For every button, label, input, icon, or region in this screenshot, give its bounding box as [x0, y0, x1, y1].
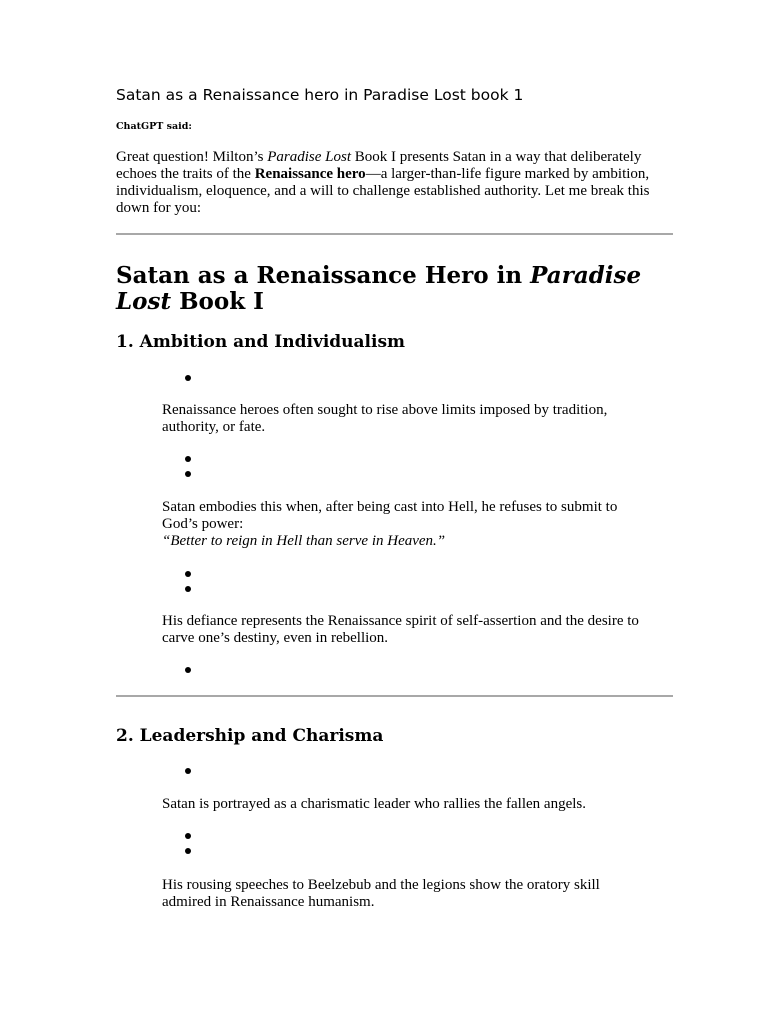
bullet: [185, 768, 191, 774]
bullet: [185, 571, 191, 577]
section-1-paragraph-1: Renaissance heroes often sought to rise above limits imposed by tradition, authority, or fate.: [162, 402, 608, 435]
bullet: [185, 848, 191, 854]
section-1-paragraph-3: His defiance represents the Renaissance spirit of self-assertion and the desire to carve one’s destiny, even in rebellion.: [162, 613, 639, 646]
section-1-paragraph-2-text: Satan embodies this when, after being cast into Hell, he refuses to submit to God’s power:: [162, 499, 618, 532]
intro-title-emphasis: Paradise Lost: [267, 149, 351, 165]
section-1-title: 1. Ambition and Individualism: [116, 332, 406, 352]
page-heading-text-2: Book I: [171, 288, 264, 315]
intro-strong: Renaissance hero: [254, 166, 366, 182]
section-2-paragraph-1: Satan is portrayed as a charismatic leader who rallies the fallen angels.: [162, 796, 586, 812]
section-2-paragraph-2: His rousing speeches to Beelzebub and the legions show the oratory skill admired in Renaissance humanism.: [162, 877, 600, 910]
bullet: [185, 471, 191, 477]
response-label: ChatGPT said:: [116, 121, 192, 132]
intro-text-1: Great question! Milton’s: [116, 149, 268, 165]
intro-text-2: Book I presents Satan in a way that deliberately echoes the traits of the: [116, 149, 642, 182]
page-heading-text: Satan as a Renaissance Hero in: [116, 262, 531, 289]
bullet: [185, 833, 191, 839]
bullet: [185, 456, 191, 462]
quote: “Better to reign in Hell than serve in Heaven.”: [162, 533, 446, 549]
divider: [116, 695, 673, 697]
page-heading-emphasis: Paradise: [530, 262, 642, 289]
bullet: [185, 375, 191, 381]
section-1-paragraph-2: [162, 499, 647, 550]
bullet: [185, 667, 191, 673]
divider: [116, 233, 673, 235]
bullet: [185, 586, 191, 592]
page-heading-emphasis-2: Lost: [116, 288, 172, 315]
section-2-title: 2. Leadership and Charisma: [116, 726, 384, 746]
prompt-text: Satan as a Renaissance hero in Paradise Lost book 1: [116, 86, 524, 104]
page-heading: [116, 263, 676, 315]
intro-text-3: —a larger-than-life figure marked by ambition, individualism, eloquence, and a will to challenge established authority. Let me break this down for you:: [116, 166, 650, 216]
intro-paragraph: [116, 149, 656, 217]
